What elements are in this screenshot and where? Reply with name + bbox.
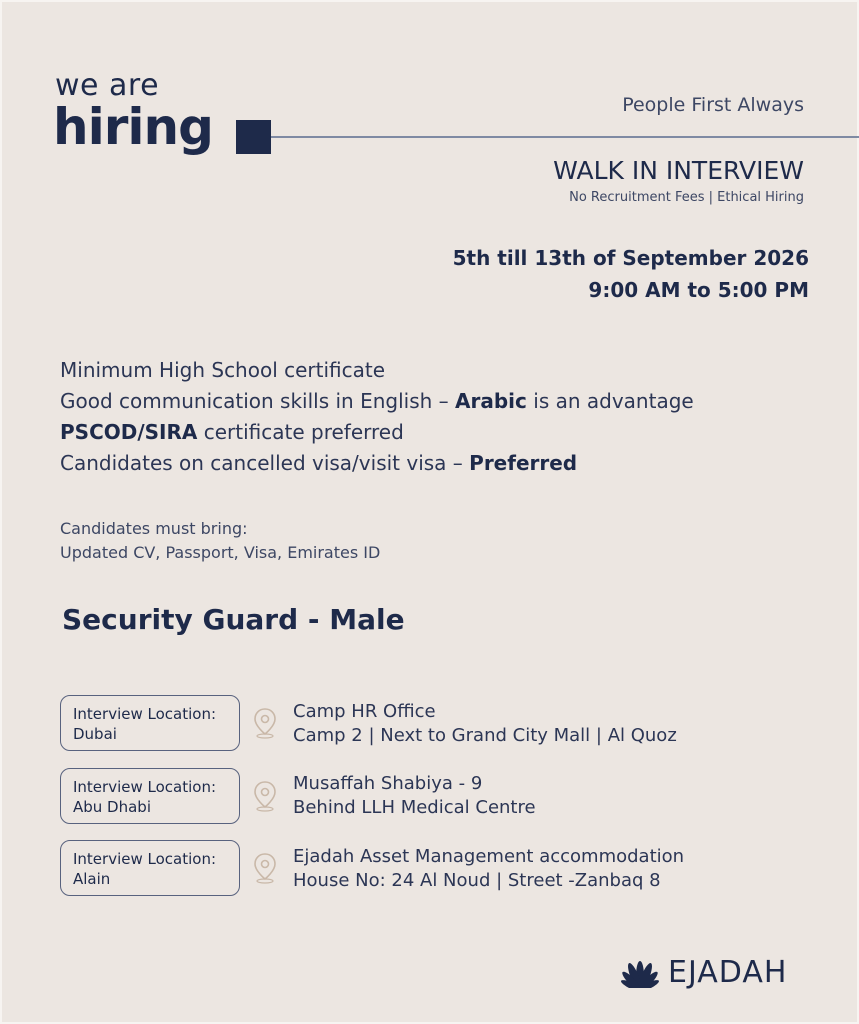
location-address-dubai [293,700,677,748]
location-label: Interview Location: [73,778,217,796]
location-address-abu-dhabi [293,772,536,820]
location-city: Abu Dhabi [73,798,151,816]
location-badge-alain [60,840,240,896]
brand-name: EJADAH [668,955,788,990]
map-pin-icon [252,780,278,812]
address-line: Behind LLH Medical Centre [293,797,536,818]
documents-to-bring [60,517,380,565]
location-label: Interview Location: [73,850,217,868]
location-address-alain [293,845,684,893]
requirement-item: Candidates on cancelled visa/visit visa – Preferred [60,451,578,475]
location-badge-dubai [60,695,240,751]
time-range: 9:00 AM to 5:00 PM [588,278,809,302]
bring-items: Updated CV, Passport, Visa, Emirates ID [60,543,381,562]
address-line: Camp 2 | Next to Grand City Mall | Al Quoz [293,725,677,746]
hiring-heading: hiring [53,98,213,156]
location-label: Interview Location: [73,705,217,723]
map-pin-icon [252,852,278,884]
location-badge-abu-dhabi [60,768,240,824]
interview-dates [453,242,809,306]
requirements-list [60,355,694,479]
walk-in-title: WALK IN INTERVIEW [553,156,804,185]
walk-in-subtitle: No Recruitment Fees | Ethical Hiring [569,190,804,205]
divider-line [271,136,859,138]
tagline: People First Always [622,94,804,116]
ejadah-logo-icon [618,950,662,994]
date-range: 5th till 13th of September 2026 [452,246,809,270]
position-title: Security Guard - Male [62,603,405,636]
address-line: Camp HR Office [293,701,436,722]
address-line: Ejadah Asset Management accommodation [293,846,685,867]
requirement-item: Minimum High School certificate [60,358,386,382]
map-pin-icon [252,707,278,739]
address-line: Musaffah Shabiya - 9 [293,773,483,794]
we-are-text: we are [55,68,160,103]
requirement-item: PSCOD/SIRA certificate preferred [60,420,404,444]
location-city: Alain [73,870,111,888]
decorative-square [236,120,271,154]
address-line: House No: 24 Al Noud | Street -Zanbaq 8 [293,870,661,891]
location-city: Dubai [73,725,117,743]
requirement-item: Good communication skills in English – Arabic is an advantage [60,389,694,413]
bring-heading: Candidates must bring: [60,519,248,538]
